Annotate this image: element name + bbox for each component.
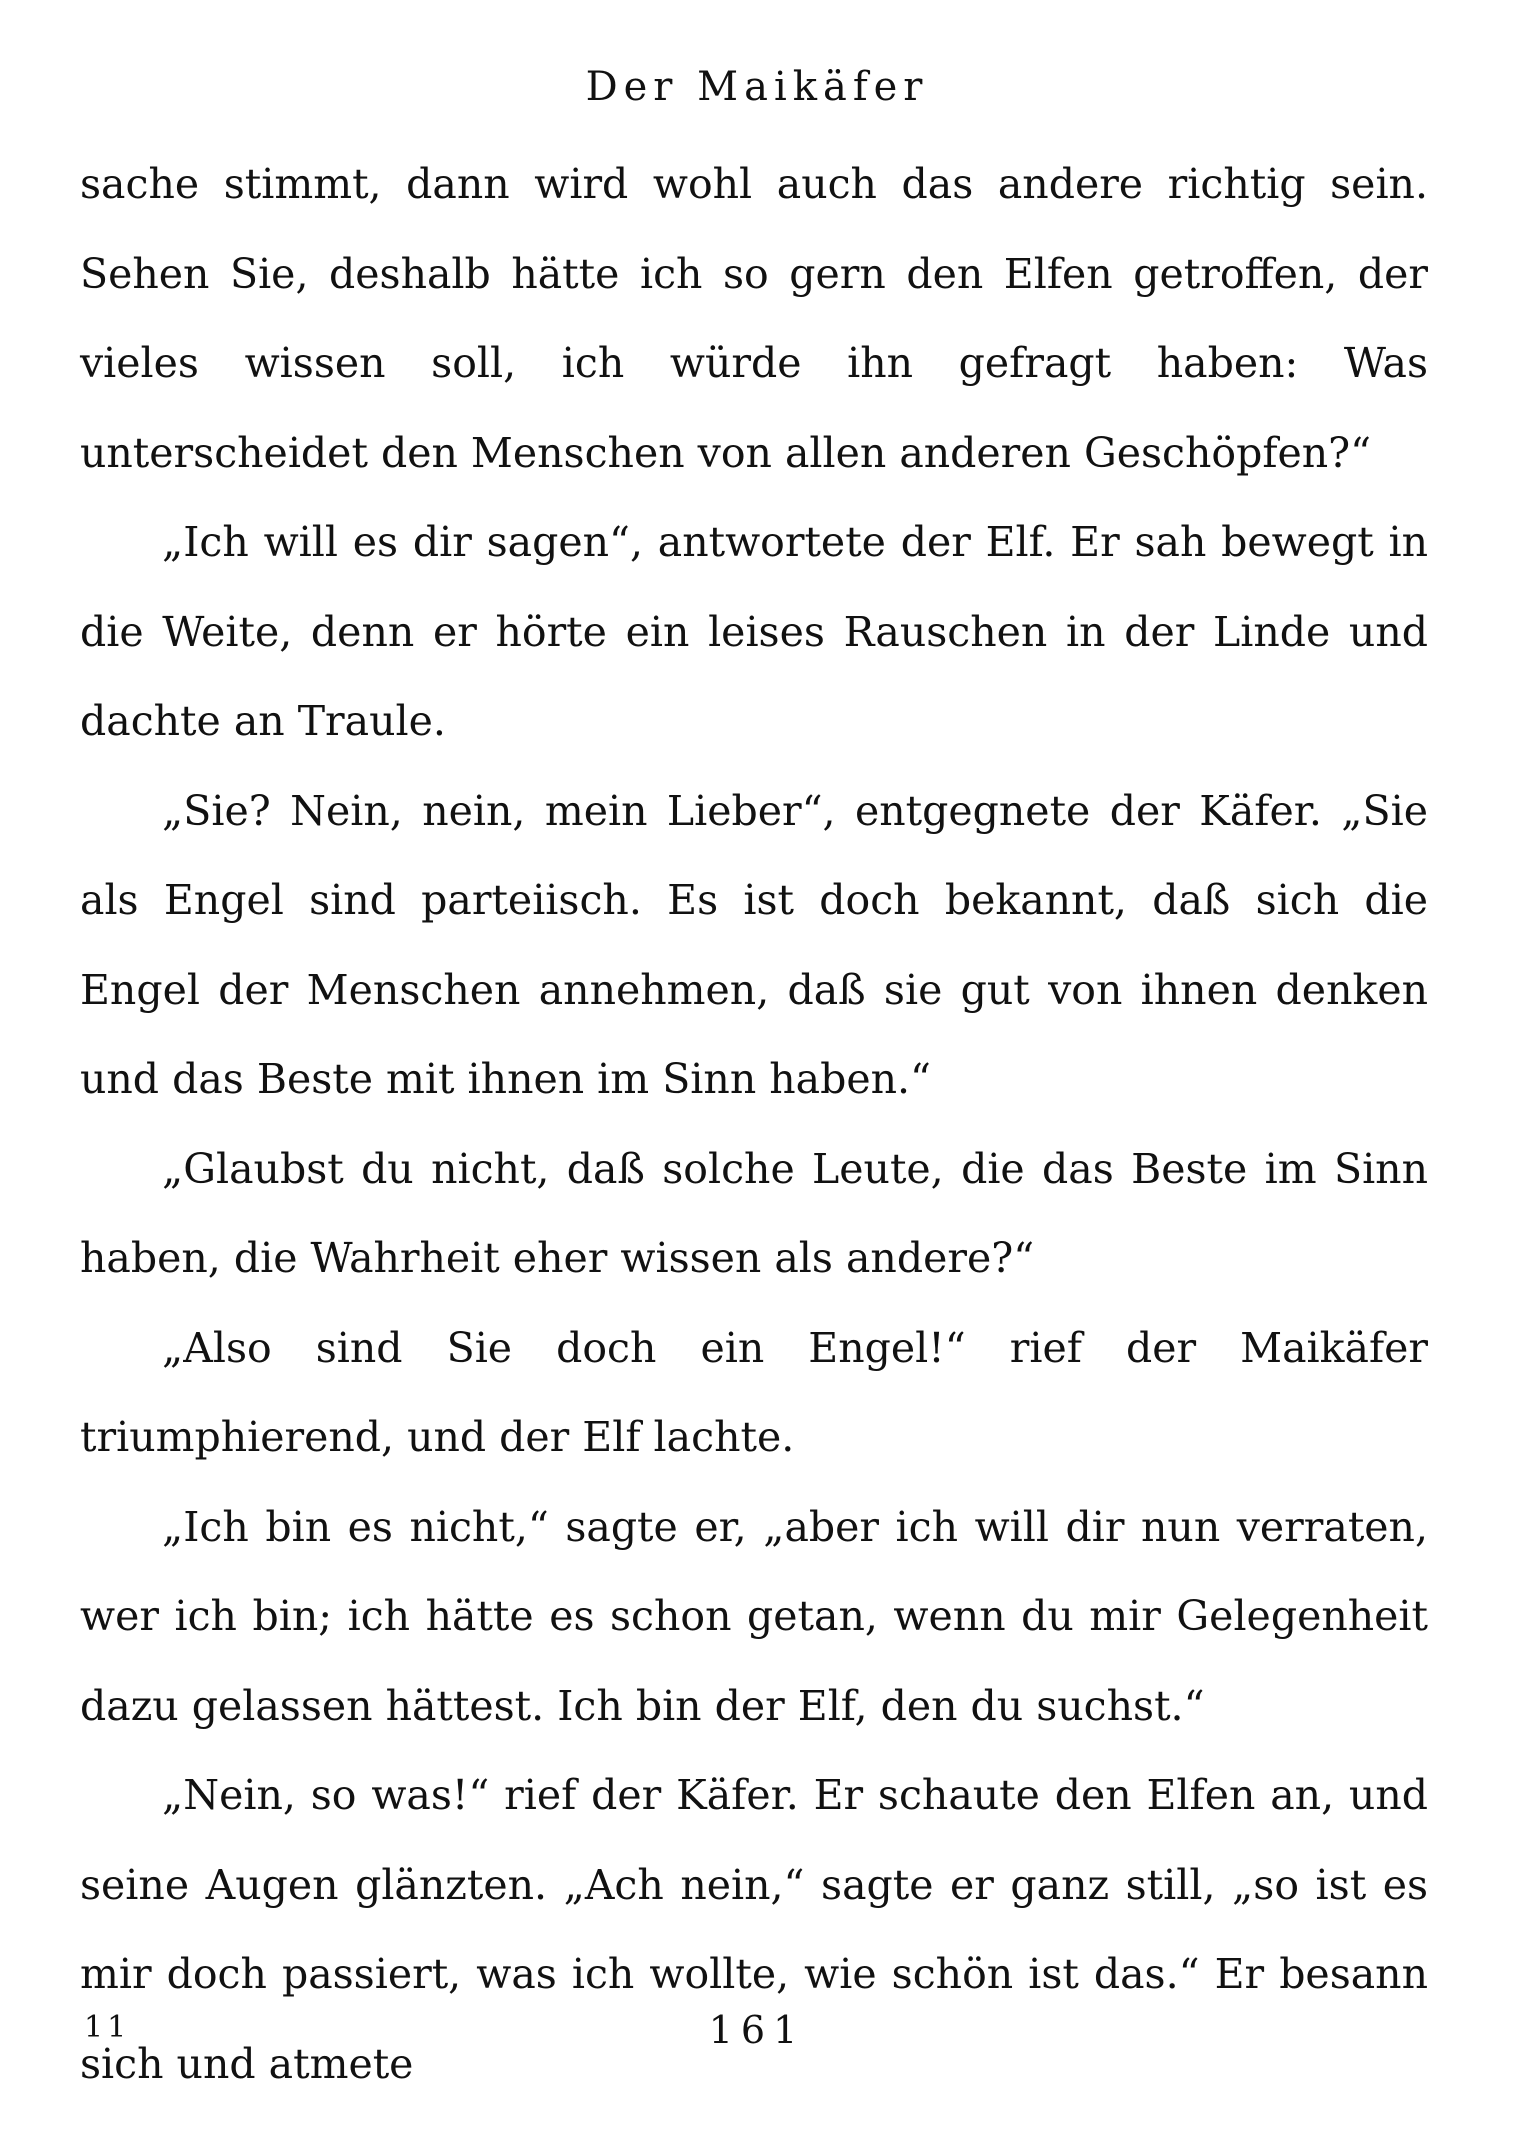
paragraph: „Nein, so was!“ rief der Käfer. Er schaute den Elfen an, und seine Augen glänzten. „Ach nein,“ sagte er ganz still, „so ist es mir doch passiert, was ich wollte, wie schön ist das.“ Er besann sich und atmete [80,1771,1428,2088]
paragraph: „Glaubst du nicht, daß solche Leute, die das Beste im Sinn haben, die Wahrheit eher wissen als andere?“ [80,1144,1428,1282]
signature-mark: 11 [84,2010,131,2045]
paragraph: „Ich will es dir sagen“, antwortete der Elf. Er sah bewegt in die Weite, denn er hörte ein leises Rauschen in der Linde und dachte an Traule. [80,518,1428,745]
paragraph: sache stimmt, dann wird wohl auch das andere richtig sein. Sehen Sie, deshalb hätte ich so gern den Elfen getroffen, der vieles wissen soll, ich würde ihn gefragt haben: Was unterscheidet den Menschen von allen anderen Geschöpfen?“ [80,160,1428,477]
paragraph: „Sie? Nein, nein, mein Lieber“, entgegnete der Käfer. „Sie als Engel sind parteiisch. Es ist doch bekannt, daß sich die Engel der Menschen annehmen, daß sie gut von ihnen denken und das Beste mit ihnen im Sinn haben.“ [80,786,1428,1103]
body-text [80,140,1428,2109]
paragraph: „Ich bin es nicht,“ sagte er, „aber ich will dir nun verraten, wer ich bin; ich hätte es schon getan, wenn du mir Gelegenheit dazu gelassen hättest. Ich bin der Elf, den du suchst.“ [80,1502,1428,1730]
paragraph: „Also sind Sie doch ein Engel!“ rief der Maikäfer triumphierend, und der Elf lachte. [80,1323,1428,1461]
page-number: 161 [708,2008,806,2052]
running-head: Der Maikäfer [585,64,929,110]
